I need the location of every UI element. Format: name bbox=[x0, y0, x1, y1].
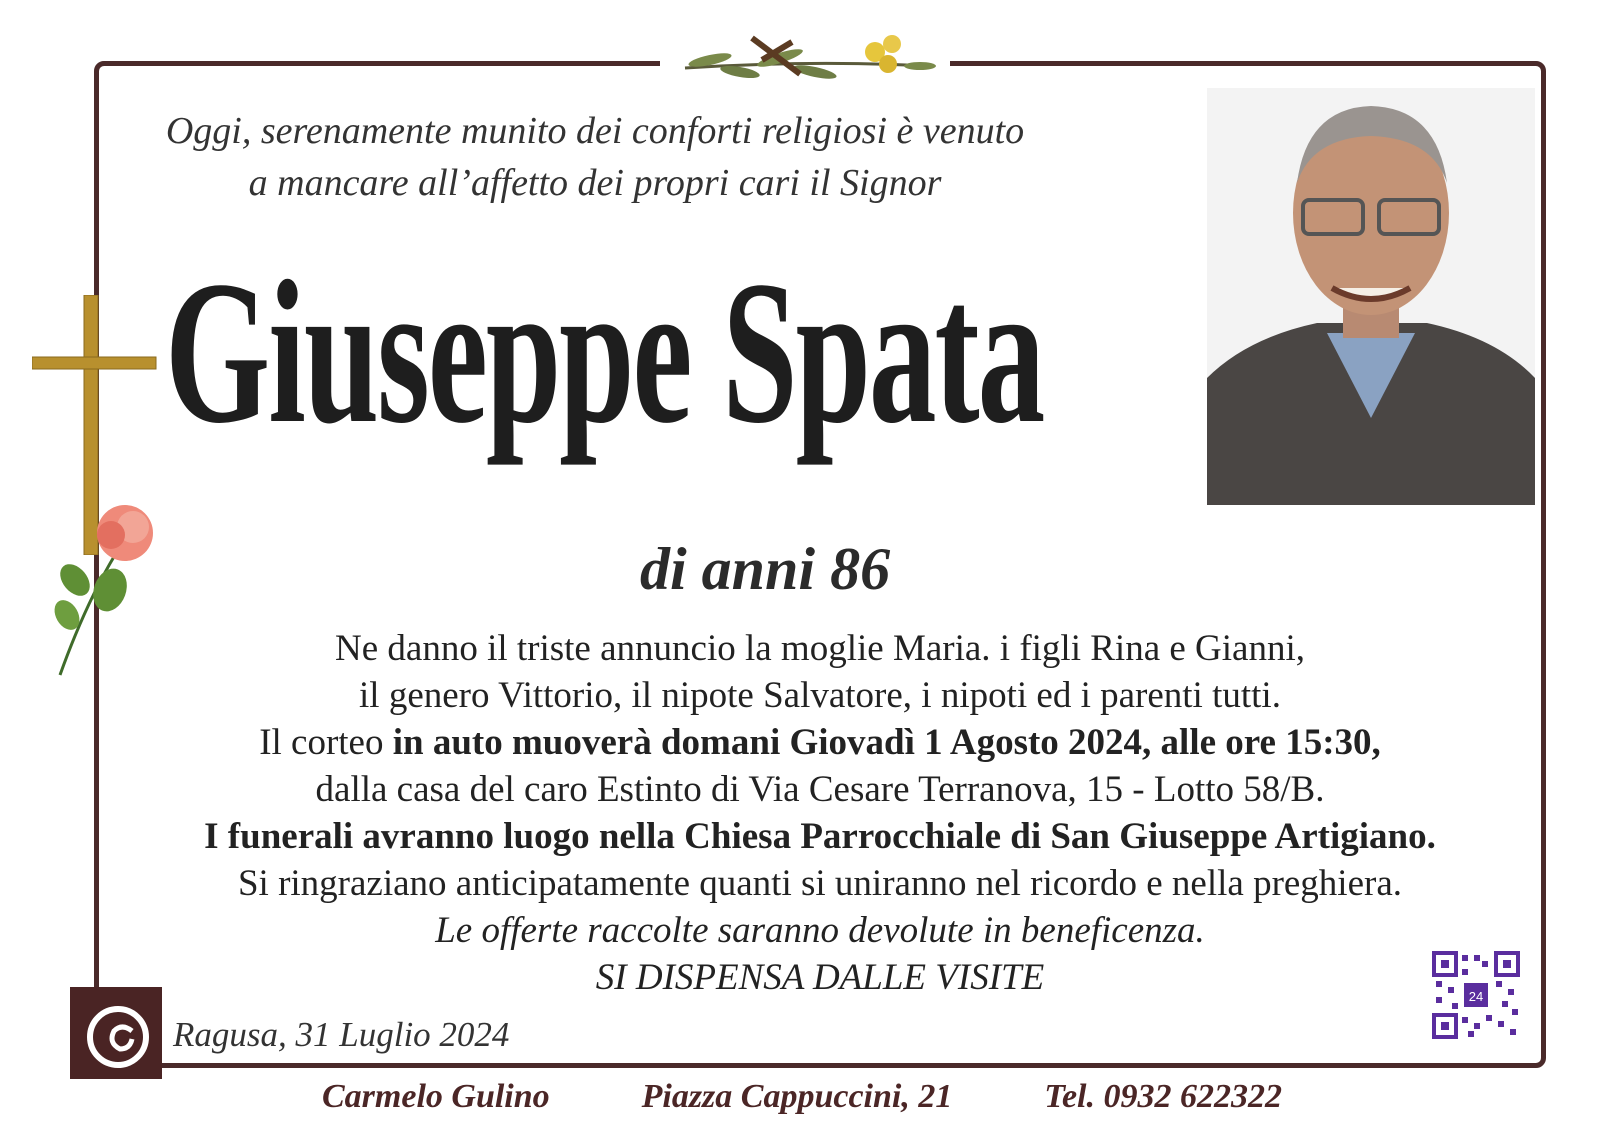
offerings-line: Le offerte raccolte saranno devolute in beneficenza. bbox=[435, 910, 1205, 951]
intro-text bbox=[120, 105, 1070, 209]
thanks-line: Si ringraziano anticipatamente quanti si uniranno nel ricordo e nella preghiera. bbox=[237, 863, 1403, 904]
announcement-line-3 bbox=[120, 719, 1520, 766]
agency-name: Carmelo Gulino bbox=[322, 1078, 550, 1115]
age-text: di anni 86 bbox=[640, 536, 891, 602]
announcement-line-4: dalla casa del caro Estinto di Via Cesare Terranova, 15 - Lotto 58/B. bbox=[315, 769, 1325, 810]
intro-line-2: a mancare all’affetto dei propri cari il Signor bbox=[248, 162, 942, 204]
funeral-location: I funerali avranno luogo nella Chiesa Parrocchiale di San Giuseppe Artigiano. bbox=[204, 816, 1436, 857]
place-date: Ragusa, 31 Luglio 2024 bbox=[173, 1015, 510, 1054]
qr-badge: 24 bbox=[1468, 989, 1484, 1004]
announcement-line-1: Ne danno il triste annuncio la moglie Maria. i figli Rina e Gianni, bbox=[335, 628, 1305, 669]
cortege-details: in auto muoverà domani Giovadì 1 Agosto 2024, alle ore 15:30, bbox=[392, 722, 1381, 763]
cortege-prefix: Il corteo bbox=[259, 722, 393, 763]
agency-footer bbox=[322, 1078, 1282, 1116]
agency-address: Piazza Cappuccini, 21 bbox=[641, 1078, 953, 1115]
deceased-photo bbox=[1207, 88, 1535, 505]
agency-logo bbox=[70, 987, 162, 1079]
intro-line-1: Oggi, serenamente munito dei conforti religiosi è venuto bbox=[165, 110, 1025, 152]
announcement-line-2: il genero Vittorio, il nipote Salvatore, i nipoti ed i parenti tutti. bbox=[359, 675, 1281, 716]
no-visits-line: SI DISPENSA DALLE VISITE bbox=[595, 957, 1045, 998]
announcement-body bbox=[120, 625, 1520, 1001]
olive-branch-ornament-icon bbox=[680, 30, 950, 80]
deceased-name: Giuseppe Spata bbox=[165, 239, 1044, 466]
qr-code-icon[interactable] bbox=[1432, 951, 1520, 1039]
agency-phone[interactable]: Tel. 0932 622322 bbox=[1044, 1078, 1282, 1115]
